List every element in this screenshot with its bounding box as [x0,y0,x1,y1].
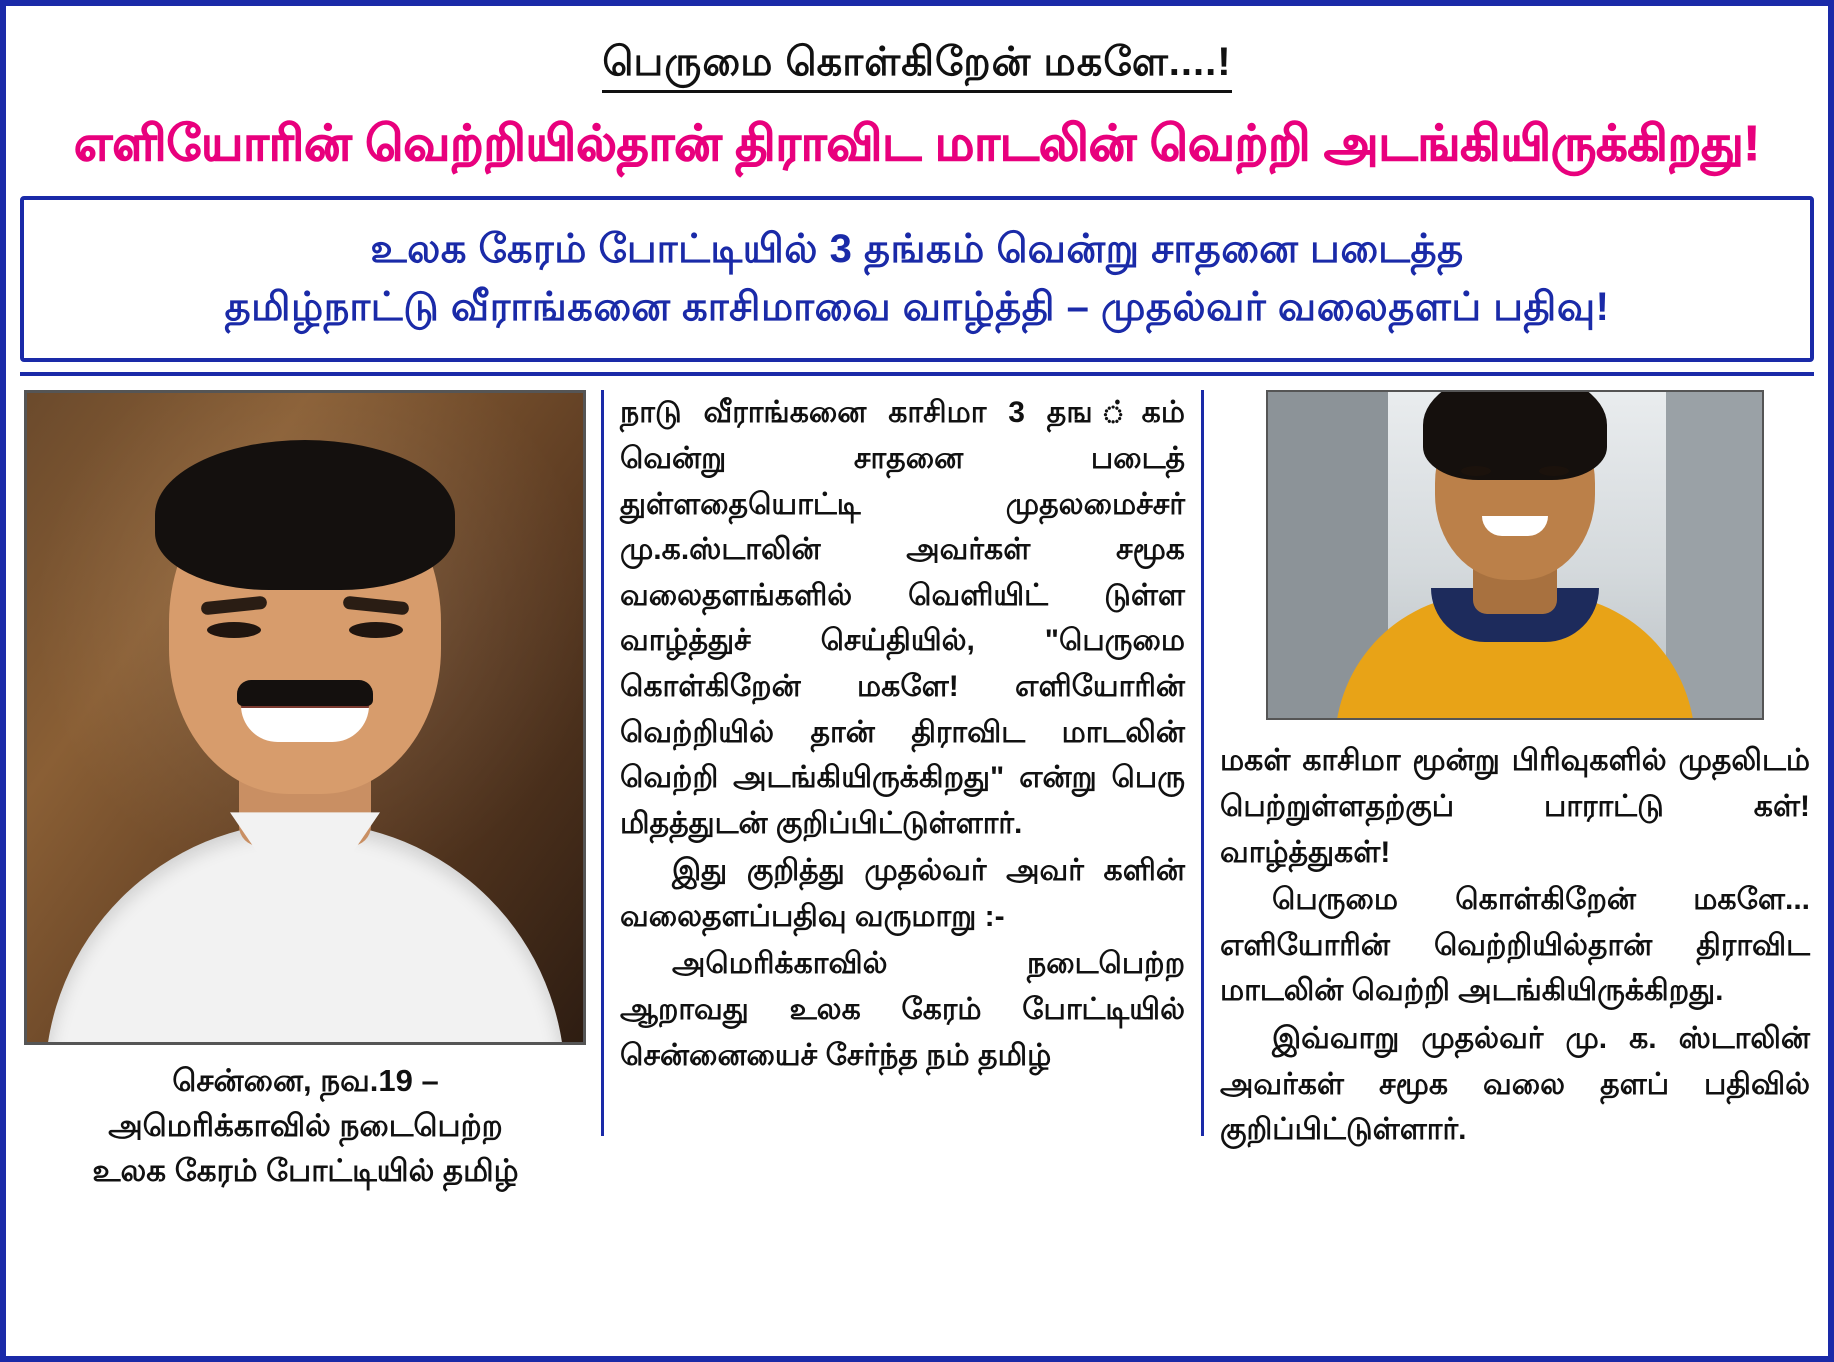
caption-dateline: சென்னை, நவ.19 – [172,1063,439,1099]
subheadline-line-2: தமிழ்நாட்டு வீராங்கனை காசிமாவை வாழ்த்தி – முதல்வர் வலைதளப் பதிவு! [224,285,1610,330]
athlete-photo-right-panel [1666,392,1762,718]
paragraph: இது குறித்து முதல்வர் அவர் களின் வலைதளப்பதிவு வருமாறு :- [620,854,1185,933]
main-headline: எளியோரின் வெற்றியில்தான் திராவிட மாடலின் வெற்றி அடங்கியிருக்கிறது! [74,117,1760,171]
chief-minister-photo [24,390,586,1045]
athlete-photo [1266,390,1764,720]
photo-moustache [237,680,373,706]
caption-line-3: உலக கேரம் போட்டியில் தமிழ் [92,1153,519,1189]
right-column [1204,390,1810,1147]
article-body [6,376,1828,1189]
paragraph: அமெரிக்காவில் நடைபெற்ற ஆறாவது உலக கேரம் போட்டியில் சென்னையைச் சேர்ந்த நம் தமிழ் [620,947,1185,1072]
subheadline-box [20,196,1814,362]
right-column-text [1220,738,1810,1152]
middle-column-text [620,390,1185,1078]
athlete-smile [1482,516,1548,536]
paragraph: பெருமை கொள்கிறேன் மகளே... எளியோரின் வெற்றியில்தான் திராவிட மாடலின் வெற்றி அடங்கியிருக்கிறது. [1220,883,1810,1008]
left-column [24,390,604,1189]
paragraph: இவ்வாறு முதல்வர் மு. க. ஸ்டாலின் அவர்கள் சமூக வலை தளப் பதிவில் குறிப்பிட்டுள்ளார். [1220,1021,1810,1147]
kicker-headline [6,6,1828,90]
middle-column [604,390,1204,1136]
photo-smile [241,705,369,742]
paragraph: நாடு வீராங்கனை காசிமா 3 தங ்கம் வென்று சாதனை படைத் துள்ளதையொட்டி முதலமைச்சர் மு.க.ஸ்டாலின் அவர்கள் சமூக வலைதளங்களில் வெளியிட் டுள்ள வாழ்த்துச் செய்தியில், "பெருமை கொள்கிறேன் மகளே! எளியோரின் வெற்றியில் தான் திராவிட மாடலின் வெற்றி அடங்கியிருக்கிறது" என்று பெரு மிதத்துடன் குறிப்பிட்டுள்ளார். [620,396,1185,840]
caption-line-2: அமெரிக்காவில் நடைபெற்ற [108,1108,503,1144]
kicker-headline-text: பெருமை கொள்கிறேன் மகளே....! [602,40,1231,93]
subheadline-line-1: உலக கேரம் போட்டியில் 3 தங்கம் வென்று சாதனை படைத்த [370,227,1464,272]
photo-caption [24,1045,587,1194]
paragraph: மகள் காசிமா மூன்று பிரிவுகளில் முதலிடம் பெற்றுள்ளதற்குப் பாராட்டு கள்! வாழ்த்துகள்! [1220,744,1810,869]
athlete-hair [1423,390,1607,480]
photo-hair [155,440,455,590]
